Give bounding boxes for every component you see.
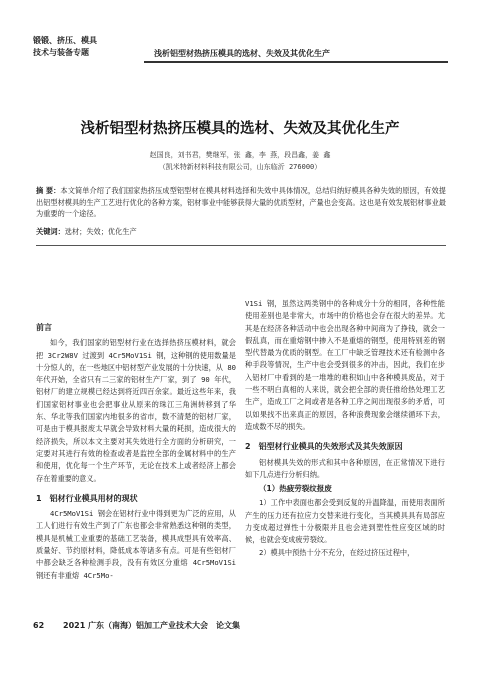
header-left-line2: 技术与装备专题 bbox=[33, 48, 89, 57]
keywords-text: 选材；失效；优化生产 bbox=[64, 227, 137, 236]
section2-text: 铝材模具失效的形式和其中各种原因，在正常情况下进行如下几点进行分析归纳。 bbox=[245, 457, 445, 479]
header-left-label bbox=[33, 35, 141, 59]
right-text1: V1Si 钢，虽然这两类钢中的各种成分十分的相同，各种性能使用差别也是非常大，市场中的价格也会存在很大的差异。尤其是在经济各种活动中也会出现各种中间商为了挣钱，就会一假乱真，而在重熔钢中掺入不是重熔的钢型，使用特别差的钢型代替最为优质的钢型。在工厂中缺乏管理技术还有检测中各种手段等情况，生产中也会受到很多的冲击，因此，我们在步入铝材厂中看到的是一堆堆的难积如山中各种模具废品，对于一些不明白真相的人来说，就会把全部的责任推给热处理工艺生产，造成工厂之间或者是各种工序之间出现很多的矛盾，可以如果找不出来真正的原因，各种浪费现象会继续循环下去，造成数不尽的损失。 bbox=[245, 299, 445, 431]
right-column bbox=[245, 298, 445, 559]
affiliation: （凯米特新材料科技有限公司，山东临沂 276000） bbox=[158, 163, 322, 171]
subsection1-text1: 1）工作中表面也都会受到反复的升温降温，而使用表面所产生的压力还有拉应力交替来进行变化，当其模具具有局部应力变成超过弹性十分极限并且也会进到塑性性应变区域的时候，也就会变成疲劳裂纹。 bbox=[245, 498, 445, 545]
header-left-line1: 锻锻、挤压、模具 bbox=[33, 36, 97, 45]
subsection1-text2: 2）模具中预热十分不充分，在经过挤压过程中， bbox=[259, 547, 415, 557]
preface-heading: 前言 bbox=[36, 323, 52, 332]
abstract-label: 摘 要： bbox=[36, 186, 61, 195]
subsection1-heading: （1）热疲劳裂纹报废 bbox=[259, 484, 332, 494]
section2-heading: 2 铝型材行业模具的失效形式及其失效原因 bbox=[245, 442, 403, 452]
conference-name: 2021 广东（南海）铝加工产业技术大会 论文集 bbox=[63, 621, 241, 630]
keywords-label: 关键词： bbox=[36, 227, 65, 236]
section1-heading: 1 铝材行业模具用材的现状 bbox=[36, 493, 138, 503]
abstract-divider bbox=[36, 245, 446, 246]
left-column bbox=[36, 322, 236, 582]
footer bbox=[33, 620, 447, 631]
authors: 赵国良，刘书君，樊继军，张 鑫，李 燕，段昌鑫，姜 鑫 bbox=[149, 151, 331, 159]
paper-title: 浅析铝型材热挤压模具的选材、失效及其优化生产 bbox=[80, 120, 400, 137]
page-number: 62 bbox=[33, 621, 45, 630]
section1-text: 4Cr5MoV1Si 钢会在铝材行业中得到更为广泛的应用，从工人们进行有效生产到了广东也都会非常熟悉这种钢的类型，模具是机械工业重要的基础工艺装备，模具成型具有效率高、质量好、节约原材料，降低成本等诸多有点。可是有些铝材厂中都会缺乏各种检测手段，没有有效区分重熔 4Cr5MoV1Si 钢还有非重熔 4Cr5Mo- bbox=[36, 509, 236, 580]
running-title: 浅析铝型材热挤压模具的选材、失效及其优化生产 bbox=[154, 49, 330, 58]
keywords bbox=[36, 227, 446, 237]
abstract-text: 本文简单介绍了我们国家热挤压成型铝型材在模具材料选择和失效中具体情况，总结归纳好模具各种失效的原因，有效提出铝型材模具的生产工艺进行优化的各种方案，铝材事业中能够获得大量的优质型材，产量也会变高。这也是有效发展铝材事业最为重要的一个途径。 bbox=[36, 186, 446, 219]
abstract bbox=[36, 185, 446, 220]
preface-text: 如今，我们国家的铝型材行业在选择热挤压模材料，就会把 3Cr2W8V 过渡到 4Cr5MoV1Si 钢，这种钢的使用数量是十分惊人的，在一些地区中铝材型产业发展的十分快速，从 80 年代开始，全省只有二三家的铝材生产厂家，到了 90 年代，铝材厂的建立规模已经达到将近四百余家。最近这些年来，我们国家铝材事业也会把事业从原来的珠江三角洲转移到了华东、华北等我们国家内地很多的省市，数不清楚的铝材厂家，可是由于模具报废太早就会导致材料大量的耗损，造成很大的经济损失，所以本文主要对其失效进行全方面的分析研究，一定要对其进行有效的检查或者是监控全部的金属材料中的生产和使用，优化每一个生产环节，无论在技术上或者经济上都会存在着重要的意义。 bbox=[36, 338, 236, 483]
